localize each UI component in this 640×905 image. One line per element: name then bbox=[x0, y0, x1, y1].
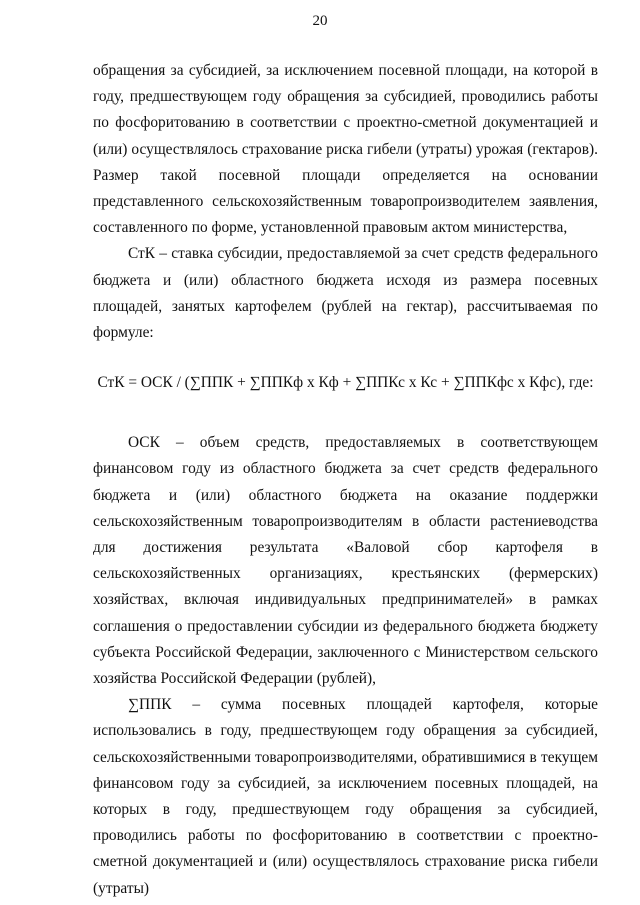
paragraph-sum-ppk-definition: ∑ППК – сумма посевных площадей картофеля, которые использовались в году, предшествующем году обращения за субсидией, сельскохозяйственными товаропроизводителями, обратившимися в текущем финансовом году за субсидией, за исключением посевных площадей, на которых в году, предшествующем году обращения за субсидией, проводились работы по фосфоритованию в соответствии с проектно-сметной документацией и (или) осуществлялось страхование риска гибели (утраты) bbox=[93, 696, 598, 897]
paragraph-osk-definition: ОСК – объем средств, предоставляемых в соответствующем финансовом году из областного бюджета за счет средств федерального бюджета и (или) областного бюджета на оказание поддержки сельскохозяйственным товаропроизводителям в области растениеводства для достижения результата «Валовой сбор картофеля в сельскохозяйственных организациях, крестьянских (фермерских) хозяйствах, включая индивидуальных предпринимателей» в рамках соглашения о предоставлении субсидии из федерального бюджета бюджету субъекта Российской Федерации, заключенного с Министерством сельского хозяйства Российской Федерации (рублей), bbox=[93, 434, 598, 688]
paragraph-stk-definition: СтК – ставка субсидии, предоставляемой за счет средств федерального бюджета и (или) областного бюджета исходя из размера посевных площадей, занятых картофелем (рублей на гектар), рассчитываемая по формуле: bbox=[93, 245, 598, 342]
subsidy-rate-formula: СтК = ОСК / (∑ППК + ∑ППКф х Кф + ∑ППКс х Кс + ∑ППКфс х Кфс), где: bbox=[97, 374, 594, 392]
page-number: 20 bbox=[312, 13, 328, 29]
document-body bbox=[93, 58, 598, 902]
paragraph-continuation: обращения за субсидией, за исключением посевной площади, на которой в году, предшествующем году обращения за субсидией, проводились работы по фосфоритованию в соответствии с проектно-сметной документацией и (или) осуществлялось страхование риска гибели (утраты) урожая (гектаров). Размер такой посевной площади определяется на основании представленного сельскохозяйственным товаропроизводителем заявления, составленного по форме, установленной правовым актом министерства, bbox=[93, 62, 598, 237]
